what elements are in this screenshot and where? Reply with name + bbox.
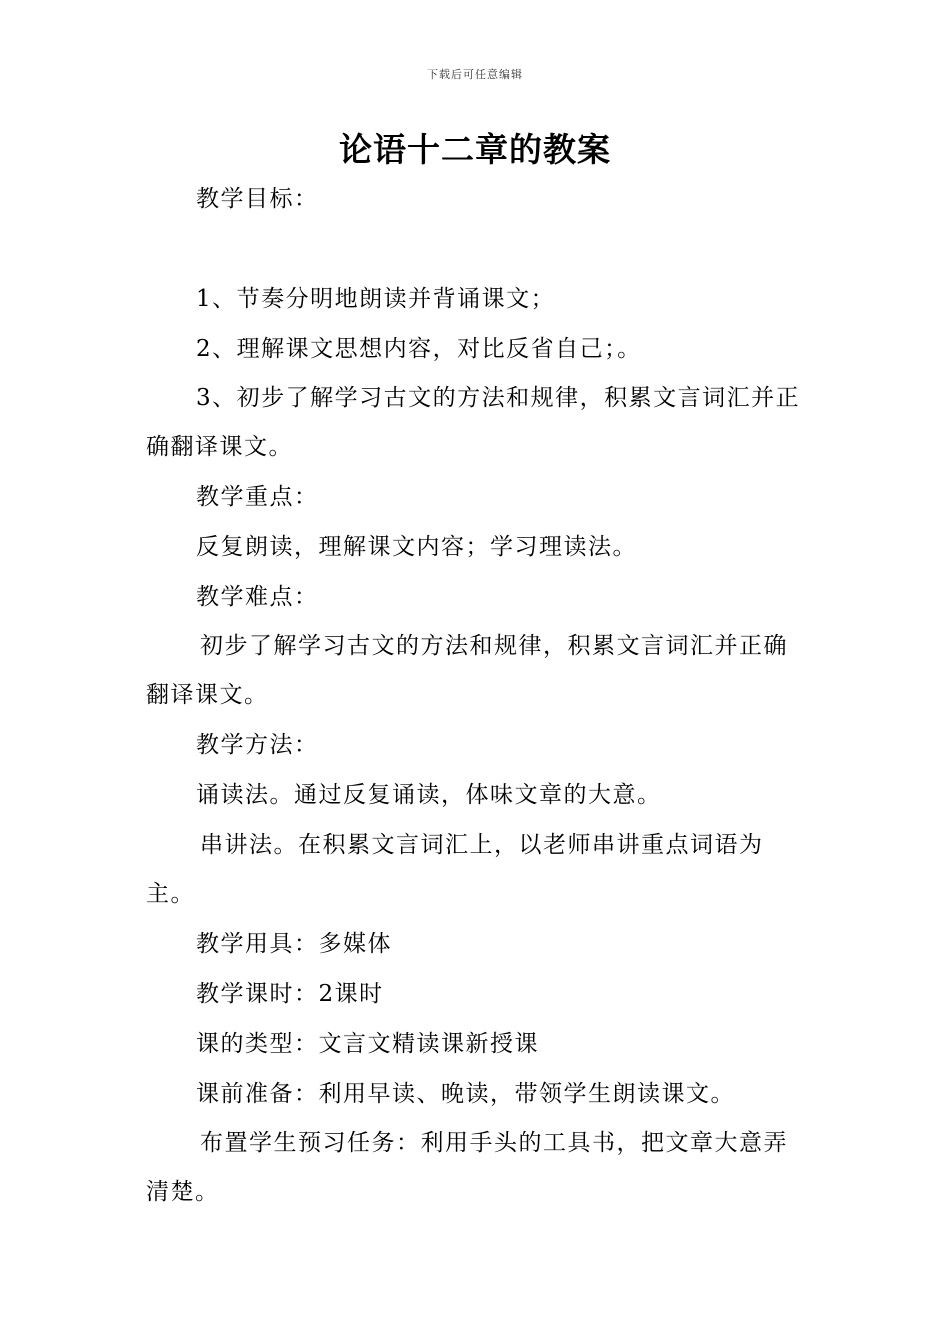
paragraph-objective-1: 1、节奏分明地朗读并背诵课文； [196,286,556,312]
paragraph-method-explaining: 串讲法。在积累文言词汇上，以老师串讲重点词语为主。 [146,832,764,907]
paragraph-difficulties-heading: 教学难点： [196,584,319,610]
paragraph-preview-task: 布置学生预习任务：利用手头的工具书，把文章大意弄清楚。 [146,1130,788,1205]
header-note: 下载后可任意编辑 [427,68,523,81]
paragraph-methods-heading: 教学方法： [196,732,319,758]
paragraph-objectives-heading: 教学目标： [196,186,319,212]
paragraph-method-reading: 诵读法。通过反复诵读，体味文章的大意。 [196,782,662,808]
paragraph-preparation: 课前准备：利用早读、晚读，带领学生朗读课文。 [196,1081,735,1107]
paragraph-key-points-heading: 教学重点： [196,484,319,510]
paragraph-class-hours: 教学课时：2课时 [196,981,384,1007]
paragraph-objective-3: 3、初步了解学习古文的方法和规律，积累文言词汇并正确翻译课文。 [146,385,801,460]
paragraph-objective-2: 2、理解课文思想内容，对比反省自己；。 [196,336,642,362]
paragraph-key-points: 反复朗读，理解课文内容；学习理读法。 [196,534,637,560]
paragraph-difficulties: 初步了解学习古文的方法和规律，积累文言词汇并正确翻译课文。 [146,633,788,708]
paragraph-class-type: 课的类型：文言文精读课新授课 [196,1031,539,1057]
document-title: 论语十二章的教案 [339,130,611,169]
paragraph-tools: 教学用具：多媒体 [196,931,392,957]
